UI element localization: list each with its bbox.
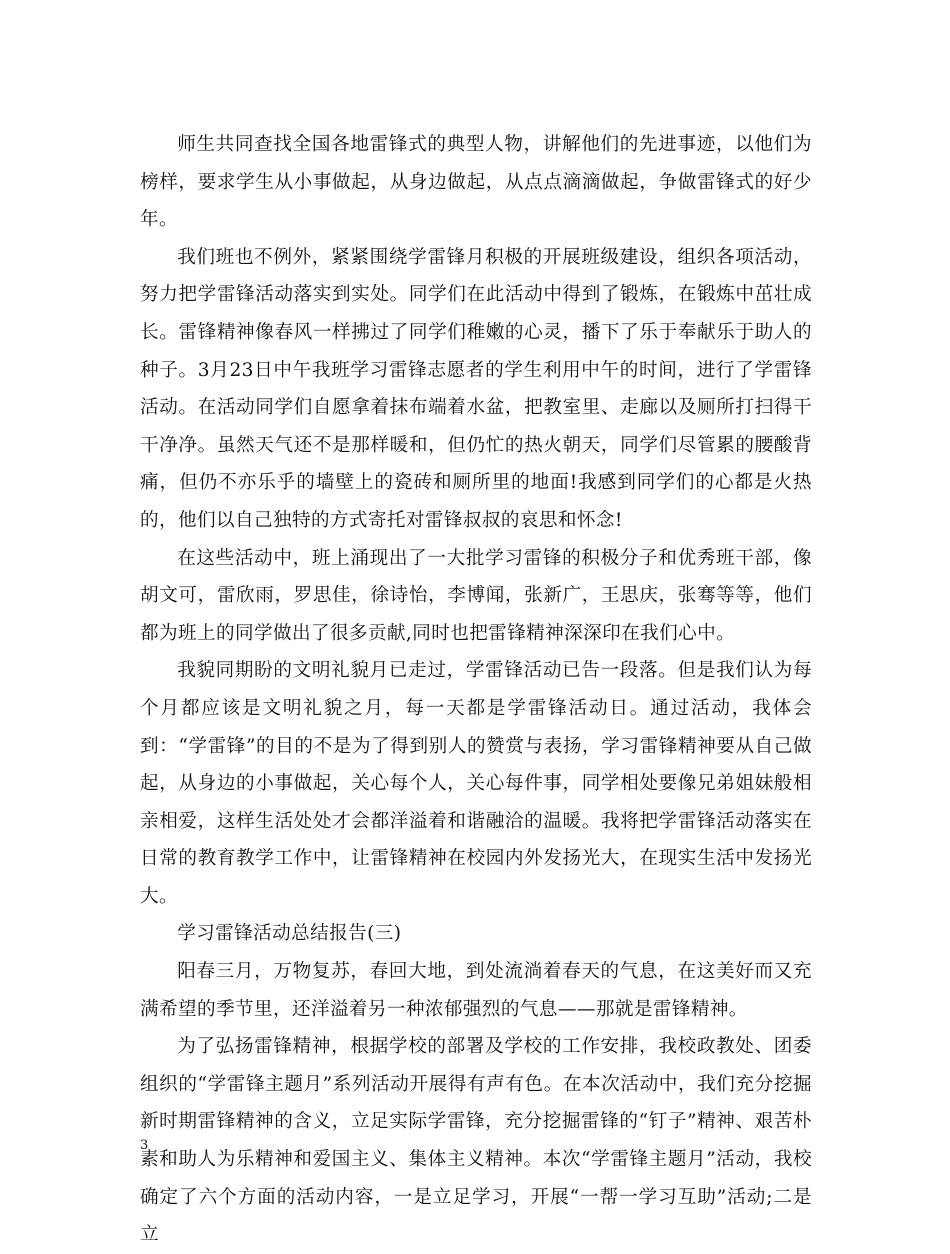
paragraph-6: 为了弘扬雷锋精神，根据学校的部署及学校的工作安排，我校政教处、团委组织的“学雷锋主题月”系列活动开展得有声有色。在本次活动中，我们充分挖掘新时期雷锋精神的含义，立足实际学雷锋，充分挖掘雷锋的“钉子”精神、艰苦朴素和助人为乐精神和爱国主义、集体主义精神。本次“学雷锋主题月”活动，我校确定了六个方面的活动内容，一是立足学习，开展“一帮一学习互助”活动;二是立 (140, 1036, 812, 1246)
paragraph-3: 在这些活动中，班上涌现出了一大批学习雷锋的积极分子和优秀班干部，像胡文可，雷欣雨，罗思佳，徐诗怡，李博闻，张新广，王思庆，张骞等等，他们都为班上的同学做出了很多贡献,同时也把雷锋精神深深印在我们心中。 (140, 547, 812, 644)
paragraph-5: 阳春三月，万物复苏，春回大地，到处流淌着春天的气息，在这美好而又充满希望的季节里，还洋溢着另一种浓郁强烈的气息——那就是雷锋精神。 (140, 961, 812, 1020)
paragraph-4: 我貌同期盼的文明礼貌月已走过，学雷锋活动已告一段落。但是我们认为每个月都应该是文明礼貌之月，每一天都是学雷锋活动日。通过活动，我体会到：“学雷锋”的目的不是为了得到别人的赞赏与表扬，学习雷锋精神要从自己做起，从身边的小事做起，关心每个人，关心每件事，同学相处要像兄弟姐妹般相亲相爱，这样生活处处才会都洋溢着和谐融洽的温暖。我将把学雷锋活动落实在日常的教育教学工作中，让雷锋精神在校园内外发扬光大，在现实生活中发扬光大。 (140, 660, 812, 907)
paragraph-1: 师生共同查找全国各地雷锋式的典型人物，讲解他们的先进事迹，以他们为榜样，要求学生从小事做起，从身边做起，从点点滴滴做起，争做雷锋式的好少年。 (140, 134, 812, 231)
section-heading: 学习雷锋活动总结报告(三) (177, 923, 402, 945)
page-number: 3 (140, 1138, 149, 1153)
paragraph-2: 我们班也不例外，紧紧围绕学雷锋月积极的开展班级建设，组织各项活动，努力把学雷锋活动落实到实处。同学们在此活动中得到了锻炼，在锻炼中茁壮成长。雷锋精神像春风一样拂过了同学们稚嫩的心灵，播下了乐于奉献乐于助人的种子。3月23日中午我班学习雷锋志愿者的学生利用中午的时间，进行了学雷锋活动。在活动同学们自愿拿着抹布端着水盆，把教室里、走廊以及厕所打扫得干干净净。虽然天气还不是那样暖和，但仍忙的热火朝天，同学们尽管累的腰酸背痛，但仍不亦乐乎的墙壁上的瓷砖和厕所里的地面!我感到同学们的心都是火热的，他们以自己独特的方式寄托对雷锋叔叔的哀思和怀念! (140, 246, 812, 531)
document-body (140, 126, 812, 1254)
